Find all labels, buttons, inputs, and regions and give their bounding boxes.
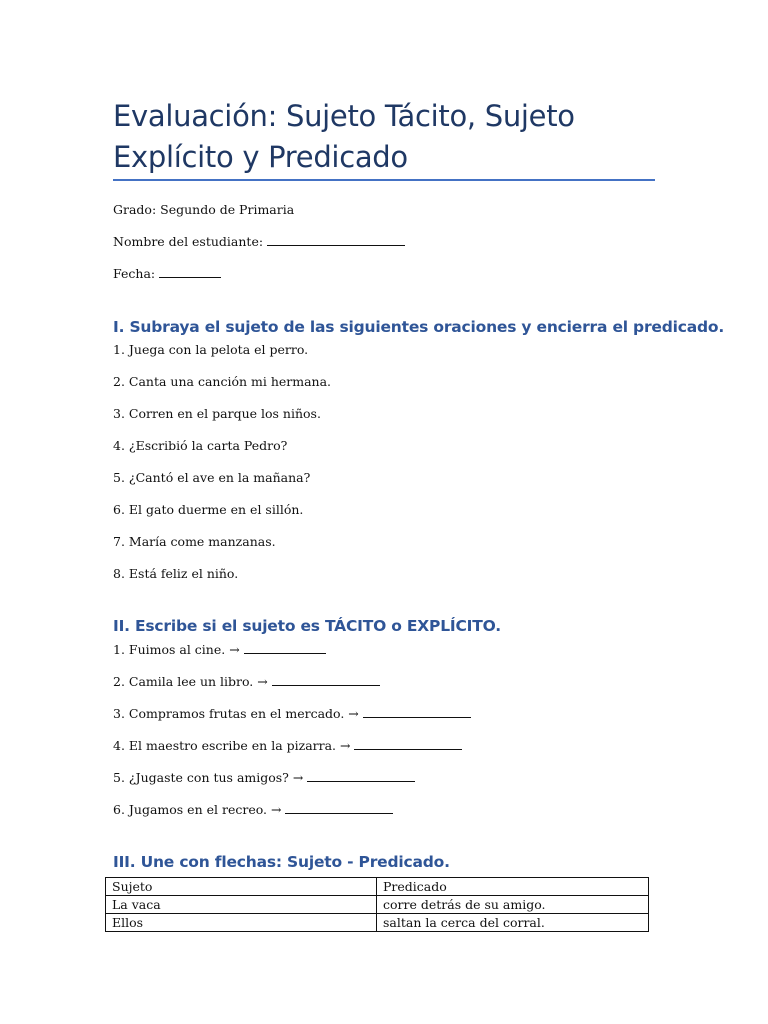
date-blank[interactable]	[159, 266, 221, 278]
matching-table	[105, 877, 649, 932]
answer-blank[interactable]	[307, 770, 415, 782]
section-2-item-text: 1. Fuimos al cine. →	[113, 642, 244, 657]
answer-blank[interactable]	[272, 674, 380, 686]
answer-blank[interactable]	[285, 802, 393, 814]
section-1-item: 5. ¿Cantó el ave en la mañana?	[113, 470, 311, 485]
grade-line: Grado: Segundo de Primaria	[113, 202, 295, 217]
section-2-item	[113, 706, 471, 722]
section-2-item	[113, 738, 462, 754]
section-2-item	[113, 642, 326, 658]
section-1-item: 7. María come manzanas.	[113, 534, 276, 549]
answer-blank[interactable]	[244, 642, 326, 654]
worksheet-title: Evaluación: Sujeto Tácito, Sujeto Explícito y Predicado	[113, 99, 575, 174]
section-1-item: 8. Está feliz el niño.	[113, 566, 239, 581]
section-1-item: 3. Corren en el parque los niños.	[113, 406, 321, 421]
subject-cell[interactable]: Ellos	[106, 914, 377, 932]
section-1-item: 2. Canta una canción mi hermana.	[113, 374, 332, 389]
section-1-item: 4. ¿Escribió la carta Pedro?	[113, 438, 288, 453]
predicate-cell[interactable]: saltan la cerca del corral.	[377, 914, 649, 932]
student-name-label: Nombre del estudiante:	[113, 234, 268, 249]
section-2-item-text: 3. Compramos frutas en el mercado. →	[113, 706, 363, 721]
answer-blank[interactable]	[363, 706, 471, 718]
section-1-heading: I. Subraya el sujeto de las siguientes oraciones y encierra el predicado.	[113, 318, 725, 336]
student-name-blank[interactable]	[267, 234, 405, 246]
student-name-line	[113, 234, 405, 250]
table-row	[106, 896, 649, 914]
column-header-predicado: Predicado	[377, 878, 649, 896]
section-2-item	[113, 770, 415, 786]
section-2-heading: II. Escribe si el sujeto es TÁCITO o EXPLÍCITO.	[113, 617, 501, 635]
section-1-item: 1. Juega con la pelota el perro.	[113, 342, 309, 357]
section-2-item	[113, 674, 380, 690]
table-row	[106, 914, 649, 932]
section-3-heading: III. Une con flechas: Sujeto - Predicado.	[113, 853, 450, 871]
subject-cell[interactable]: La vaca	[106, 896, 377, 914]
section-2-item-text: 4. El maestro escribe en la pizarra. →	[113, 738, 355, 753]
column-header-sujeto: Sujeto	[106, 878, 377, 896]
answer-blank[interactable]	[354, 738, 462, 750]
section-2-item-text: 6. Jugamos en el recreo. →	[113, 802, 286, 817]
date-label: Fecha:	[113, 266, 160, 281]
predicate-cell[interactable]: corre detrás de su amigo.	[377, 896, 649, 914]
section-1-item: 6. El gato duerme en el sillón.	[113, 502, 304, 517]
title-underline	[113, 179, 655, 181]
table-header-row	[106, 878, 649, 896]
section-2-item-text: 5. ¿Jugaste con tus amigos? →	[113, 770, 308, 785]
date-line	[113, 266, 221, 282]
section-2-item-text: 2. Camila lee un libro. →	[113, 674, 272, 689]
section-2-item	[113, 802, 393, 818]
